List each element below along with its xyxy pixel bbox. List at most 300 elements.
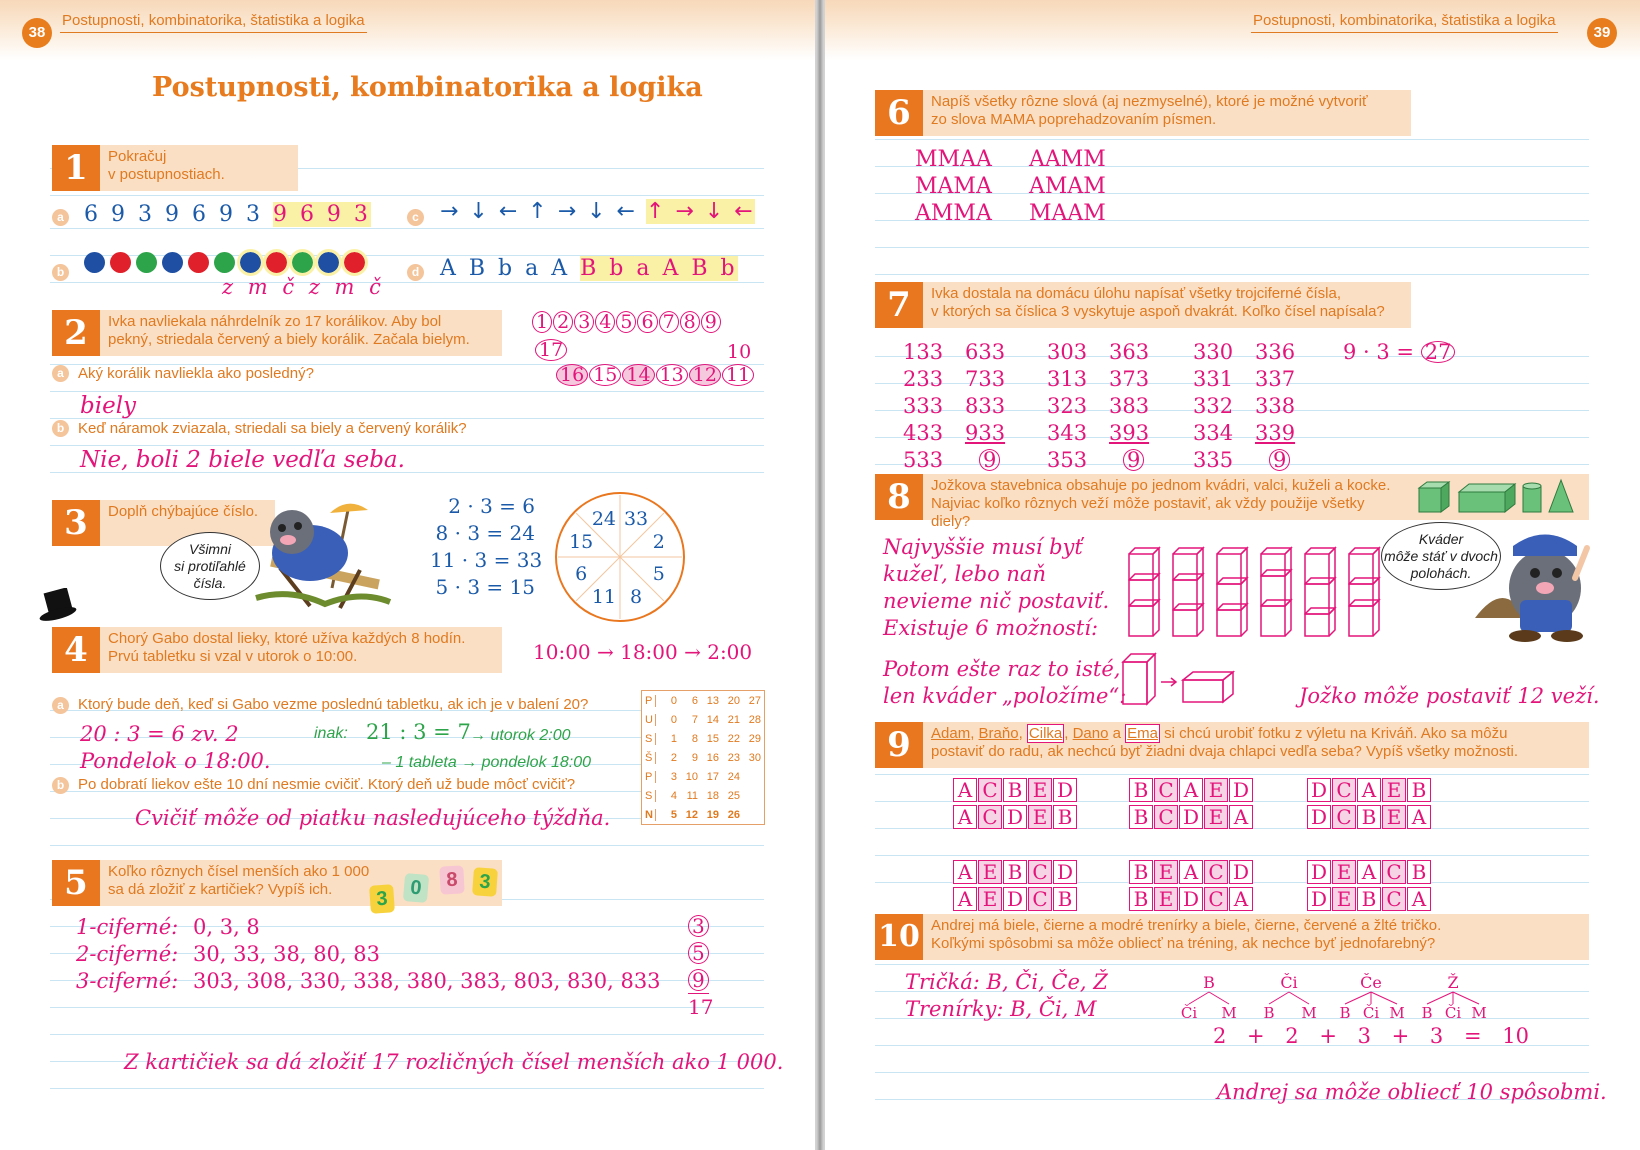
letter-tile: D — [1003, 887, 1027, 911]
word: MAAM — [1029, 201, 1106, 226]
color-bead — [188, 252, 209, 273]
calendar-cell: S — [642, 733, 656, 745]
bead-circle: 13 — [656, 364, 688, 386]
name: Adam — [931, 725, 971, 742]
calendar-cell: 20 — [727, 694, 740, 707]
task-line: Prvú tabletku si vzal v utorok o 10:00. — [108, 648, 358, 665]
arrow-answer: ↑ → ↓ ← — [646, 199, 755, 224]
task-number: 3 — [52, 500, 100, 546]
task-line: Doplň chýbajúce číslo. — [108, 503, 259, 520]
equation: 11 · 3 = 33 — [430, 548, 543, 572]
letter-tile: C — [1332, 805, 1356, 829]
letter-tile: D — [1307, 805, 1331, 829]
task-line: Jožkova stavebnica obsahuje po jednom kvádri, valci, kuželi a kocke. — [931, 477, 1391, 494]
calendar-cell: 26 — [727, 808, 740, 821]
calendar-cell: 23 — [727, 751, 740, 764]
letter-tile: B — [1357, 805, 1381, 829]
number-entry: 330 — [1193, 340, 1234, 364]
count-circle: 3 — [688, 914, 709, 938]
letter-tile: E — [1028, 805, 1052, 829]
calendar-cell: 16 — [706, 751, 719, 764]
letter-tile: A — [953, 860, 977, 884]
combination-trees — [1175, 972, 1505, 1022]
color-bead — [240, 252, 261, 273]
subtask-label: b — [52, 777, 69, 794]
row-values: 30, 33, 38, 80, 83 — [193, 942, 381, 966]
tower-sketch — [1129, 548, 1159, 636]
letter-tile: E — [1154, 860, 1178, 884]
number-entry: 393 — [1109, 421, 1150, 445]
calendar-cell: 24 — [727, 770, 740, 783]
calendar-cell: 21 — [727, 713, 740, 726]
letter-tile: A — [1407, 805, 1431, 829]
number-entry: 332 — [1193, 394, 1234, 418]
arrow-sequence: → ↓ ← ↑ → ↓ ← ↑ → ↓ ← — [440, 199, 755, 224]
bead-circle-row — [556, 364, 755, 386]
letter-tile: B — [1129, 805, 1153, 829]
subtask-label: a — [52, 365, 69, 382]
running-header: Postupnosti, kombinatorika, štatistika a logika — [1251, 12, 1558, 33]
bead-circle: 9 — [701, 311, 721, 333]
color-bead — [292, 252, 313, 273]
alt-equation: 21 : 3 = 7 — [366, 720, 471, 744]
calendar-cell: 18 — [706, 789, 719, 802]
number-entry: 339 — [1255, 421, 1296, 445]
subtask-label: a — [52, 209, 69, 226]
task-number: 1 — [52, 145, 100, 191]
subtask-label: b — [52, 264, 69, 281]
tower-sketch — [1305, 548, 1335, 636]
arrangement — [1129, 778, 1254, 802]
calc: 9 · 3 = 27 — [1343, 340, 1455, 364]
running-header: Postupnosti, kombinatorika, štatistika a logika — [60, 12, 367, 33]
answer: Tričká: B, Či, Če, Ž — [905, 970, 1108, 994]
tower-sketch — [1217, 548, 1247, 636]
calendar-cell: 14 — [706, 713, 719, 726]
count-sum: 17 — [688, 995, 714, 1019]
letter-tile: D — [1053, 860, 1077, 884]
calendar-cell: 1 — [670, 732, 677, 745]
task-number: 6 — [875, 90, 923, 136]
answer: Cvičiť môže od piatku nasledujúceho týždňa. — [135, 806, 611, 830]
number-entry: 383 — [1109, 394, 1150, 418]
number-entry: 335 — [1193, 448, 1234, 472]
number-entry: 433 — [903, 421, 944, 445]
letter-tile: D — [1003, 805, 1027, 829]
name: Braňo — [978, 725, 1019, 742]
arrangement — [1307, 805, 1432, 829]
wheel-number: 5 — [652, 563, 665, 586]
final-answer: Andrej sa môže obliecť 10 spôsobmi. — [1217, 1080, 1607, 1104]
svg-text:Či: Či — [1444, 1004, 1462, 1022]
task-number: 9 — [875, 722, 923, 768]
svg-text:Ž: Ž — [1447, 973, 1459, 992]
equation: 2 · 3 = 6 — [448, 494, 535, 518]
number-entry: 533 — [903, 448, 944, 472]
number-entry: 233 — [903, 367, 944, 391]
speech-bubble — [160, 532, 260, 600]
answer: Nie, boli 2 biele vedľa seba. — [80, 447, 405, 473]
letter-tile: E — [1332, 860, 1356, 884]
letter-tile: B — [1357, 887, 1381, 911]
subtask-question: Ktorý bude deň, keď si Gabo vezme poslednú tabletku, ak ich je v balení 20? — [78, 696, 589, 713]
task-number: 4 — [52, 627, 100, 673]
digit-card: 0 — [403, 873, 429, 903]
bubble-line: čísla. — [193, 575, 227, 591]
letter-tile: A — [1357, 860, 1381, 884]
letter-tile: E — [978, 860, 1002, 884]
multiplication-list — [430, 493, 543, 601]
wheel-number: 8 — [630, 585, 643, 608]
calendar-cell: 0 — [670, 713, 677, 726]
task-line: Ivka dostala na domácu úlohu napísať všetky trojciferné čísla, — [931, 285, 1342, 302]
task-line: Andrej má biele, čierne a modré trenírky a biele, čierne, červené a žlté tričko. — [931, 917, 1442, 934]
answer-line: kužeľ, lebo naň — [883, 562, 1046, 586]
task-text — [923, 914, 1589, 960]
letter-tile: D — [1307, 778, 1331, 802]
count-circle: 5 — [688, 941, 709, 965]
svg-text:B: B — [1263, 1004, 1275, 1022]
svg-text:Či: Či — [1280, 973, 1298, 992]
calendar-row — [642, 710, 764, 729]
calendar-cell: N — [642, 809, 656, 821]
calendar-cell: 2 — [670, 751, 677, 764]
answer: biely — [80, 393, 137, 419]
letter-tile: C — [1028, 860, 1052, 884]
combination-tree — [1181, 973, 1237, 1022]
letter-tile: C — [1154, 805, 1178, 829]
calendar-cell: U — [642, 714, 656, 726]
color-bead — [266, 252, 287, 273]
letter-tile: A — [1407, 887, 1431, 911]
row-label: 1-ciferné: — [76, 915, 179, 939]
mole-pointing-illustration — [1465, 518, 1615, 643]
solid-shapes-icon — [1415, 478, 1585, 516]
number-entry: 333 — [903, 394, 944, 418]
word: AMAM — [1029, 174, 1106, 199]
number-entry: 9 — [1123, 448, 1144, 472]
bead-circle: 14 — [622, 364, 654, 386]
wheel-number: 6 — [575, 563, 588, 586]
svg-text:Če: Če — [1360, 973, 1382, 992]
wheel-number: 33 — [623, 508, 649, 531]
calendar-cell: 5 — [670, 808, 677, 821]
bead-circle: 11 — [722, 364, 754, 386]
color-bead — [214, 252, 235, 273]
subtask-label: a — [52, 697, 69, 714]
row-label: 2-ciferné: — [76, 942, 179, 966]
answer-line: Existuje 6 možností: — [883, 616, 1099, 640]
task-number: 2 — [52, 310, 100, 356]
row-label: 3-ciferné: — [76, 969, 179, 993]
tower-sketch — [1261, 548, 1291, 636]
calendar-cell: P — [642, 695, 656, 707]
letter-tile: E — [1154, 887, 1178, 911]
page-number: 38 — [22, 18, 52, 48]
letter-tile: E — [1332, 887, 1356, 911]
color-bead — [344, 252, 365, 273]
bead-answer-letters: z m č z m č — [222, 275, 385, 299]
letter-tile: C — [1382, 887, 1406, 911]
bead-circle: 7 — [659, 311, 679, 333]
answer-block — [883, 656, 1126, 710]
number-entry: 337 — [1255, 367, 1296, 391]
arrangement — [953, 860, 1078, 884]
subtask-label: c — [407, 209, 424, 226]
word-column — [915, 146, 992, 227]
calendar-row — [642, 805, 764, 824]
task-line: postaviť do radu, ak nechcú byť žiadni dvaja chlapci vedľa seba? Vypíš všetky možnosti. — [931, 743, 1519, 760]
letter-tile: C — [1028, 887, 1052, 911]
alt-label: inak: — [314, 725, 348, 742]
sequence-answer: 9 6 9 3 — [272, 202, 371, 227]
number-entry: 9 — [1269, 448, 1290, 472]
answer: 20 : 3 = 6 zv. 2 — [80, 722, 239, 746]
bead-circle: 3 — [574, 311, 594, 333]
word-column — [1029, 146, 1106, 227]
combination-tree — [1421, 972, 1486, 1022]
letter-tile: B — [1129, 887, 1153, 911]
calendar-cell: Š — [642, 752, 656, 764]
letter-tile: D — [1307, 887, 1331, 911]
page-number: 39 — [1587, 18, 1617, 48]
task-number: 8 — [875, 474, 923, 520]
letter-tile: A — [1179, 778, 1203, 802]
calendar-cell: 29 — [748, 732, 761, 745]
number-entry: 313 — [1047, 367, 1088, 391]
task-number: 7 — [875, 282, 923, 328]
calendar-cell: 19 — [706, 808, 719, 821]
tower-sketch — [1173, 548, 1203, 636]
bead-circle: 6 — [637, 311, 657, 333]
number-wheel — [553, 490, 688, 625]
task-line: Chorý Gabo dostal lieky, ktoré užíva každých 8 hodín. — [108, 630, 466, 647]
color-bead — [318, 252, 339, 273]
bead-circle: 12 — [689, 364, 721, 386]
task-text — [923, 474, 1411, 530]
arrangement — [1129, 887, 1254, 911]
letter-tile: C — [1204, 887, 1228, 911]
letter-tile: D — [1307, 860, 1331, 884]
calendar-table — [641, 690, 765, 825]
calendar-cell: S — [642, 790, 656, 802]
equation: 8 · 3 = 24 — [435, 521, 535, 545]
arrangement — [953, 805, 1078, 829]
calendar-cell: 6 — [691, 694, 698, 707]
subtask-question: Po dobratí liekov ešte 10 dní nesmie cvičiť. Ktorý deň už bude môcť cvičiť? — [78, 776, 576, 793]
bead-circle: 1 — [532, 311, 552, 333]
calendar-cell: 13 — [706, 694, 719, 707]
calendar-row — [642, 748, 764, 767]
bubble-line: Všimni — [188, 541, 231, 557]
letter-tile: B — [1053, 887, 1077, 911]
number-entry: 833 — [965, 394, 1006, 418]
word: AAMM — [1029, 147, 1106, 172]
task-line: sa dá zložiť z kartičiek? Vypíš ich. — [108, 881, 333, 898]
calendar-row — [642, 786, 764, 805]
digit-card: 3 — [369, 884, 395, 914]
task-line: Koľkými spôsobmi sa môže obliecť na tréning, ak nechce byť jednofarebný? — [931, 935, 1436, 952]
task-line: Koľko rôznych čísel menších ako 1 000 — [108, 863, 370, 880]
number-entry: 338 — [1255, 394, 1296, 418]
alt-result: – 1 tableta → pondelok 18:00 — [382, 754, 592, 771]
number-entry: 633 — [965, 340, 1006, 364]
letter-tile: B — [1129, 778, 1153, 802]
top-hat-icon — [38, 588, 82, 624]
answer-block — [883, 534, 1109, 642]
letter-sequence: A B b a A B b a A B b — [440, 256, 738, 281]
word: AMMA — [915, 201, 992, 226]
number-entry: 353 — [1047, 448, 1088, 472]
letter-tile: A — [1179, 860, 1203, 884]
tower-sketch — [1349, 548, 1379, 636]
arrangement — [953, 778, 1078, 802]
calendar-row — [642, 729, 764, 748]
number-entry: 363 — [1109, 340, 1150, 364]
svg-text:Či: Či — [1180, 1004, 1198, 1022]
letter-tile: B — [1407, 778, 1431, 802]
calendar-cell: 4 — [670, 789, 677, 802]
mole-deckchair-illustration — [250, 498, 400, 613]
task-line: Najviac koľko rôznych veží môže postaviť, ak vždy použije všetky diely? — [931, 495, 1365, 530]
arrangement — [1129, 860, 1254, 884]
tower-sketches — [1125, 538, 1395, 638]
task-text — [923, 722, 1589, 768]
letter-tile: E — [1382, 805, 1406, 829]
bead-circle: 2 — [553, 311, 573, 333]
svg-text:Či: Či — [1362, 1004, 1380, 1022]
number-entry: 733 — [965, 367, 1006, 391]
final-answer: Z kartičiek sa dá zložiť 17 rozličných čísel menších ako 1 000. — [124, 1050, 784, 1074]
row-values: 303, 308, 330, 338, 380, 383, 803, 830, 833 — [193, 969, 661, 993]
right-page — [825, 0, 1640, 1150]
wheel-number: 2 — [652, 530, 665, 553]
task-line: v postupnostiach. — [108, 166, 225, 183]
calendar-cell: 8 — [691, 732, 698, 745]
answer-line: Potom ešte raz to isté, — [883, 657, 1121, 681]
number-entry: 373 — [1109, 367, 1150, 391]
letter-tile: D — [1053, 778, 1077, 802]
svg-text:B: B — [1339, 1004, 1351, 1022]
calendar-cell: 27 — [748, 694, 761, 707]
task-line: Pokračuj — [108, 148, 167, 165]
subtask-question: Aký korálik navliekla ako posledný? — [78, 365, 314, 382]
calendar-cell: P — [642, 771, 656, 783]
answer: Trenírky: B, Či, M — [905, 997, 1097, 1021]
svg-text:B: B — [1203, 973, 1215, 992]
wheel-number: 15 — [569, 530, 594, 553]
letter-tile: D — [1229, 860, 1253, 884]
svg-text:M: M — [1301, 1004, 1317, 1022]
page-title: Postupnosti, kombinatorika a logika — [152, 72, 703, 103]
number-entry: 343 — [1047, 421, 1088, 445]
letter-tile: C — [1382, 860, 1406, 884]
task-line: Ivka navliekala náhrdelník zo 17 korálikov. Aby bol — [108, 313, 442, 330]
letter-tile: C — [1332, 778, 1356, 802]
task-text — [100, 627, 502, 673]
calendar-cell: 12 — [685, 808, 698, 821]
number-entry: 331 — [1193, 367, 1234, 391]
calendar-cell: 28 — [748, 713, 761, 726]
final-answer: Jožko môže postaviť 12 veží. — [1299, 684, 1600, 708]
bubble-line: si protiľahlé — [174, 558, 246, 574]
calendar-cell: 17 — [706, 770, 719, 783]
color-bead — [84, 252, 105, 273]
digit-card: 3 — [472, 867, 498, 897]
combination-tree — [1263, 972, 1316, 1022]
subtask-label: d — [407, 264, 424, 281]
svg-text:M: M — [1221, 1004, 1237, 1022]
letter-tile: E — [1204, 778, 1228, 802]
bead-number-10: 10 — [727, 341, 752, 363]
bead-circle-17: 17 — [535, 339, 567, 361]
calendar-cell: 22 — [727, 732, 740, 745]
left-page — [0, 0, 815, 1150]
calendar-cell: 10 — [685, 770, 698, 783]
wheel-number: 24 — [591, 508, 617, 531]
color-bead — [110, 252, 131, 273]
number-entry: 323 — [1047, 394, 1088, 418]
wheel-number: 11 — [591, 585, 617, 608]
bubble-line: môže stáť v dvoch — [1384, 548, 1498, 564]
subtask-question: Keď náramok zviazala, striedali sa biely a červený korálik? — [78, 420, 467, 437]
color-bead — [162, 252, 183, 273]
bead-circle: 15 — [589, 364, 621, 386]
calendar-cell: 25 — [727, 789, 740, 802]
bead-circle: 5 — [616, 311, 636, 333]
equation: 5 · 3 = 15 — [435, 575, 535, 599]
letter-tile: A — [1229, 805, 1253, 829]
answer-line: nevieme nič postaviť. — [883, 589, 1110, 613]
letter-tile: A — [953, 805, 977, 829]
letter-tile: D — [1179, 805, 1203, 829]
letter-tile: E — [978, 887, 1002, 911]
calendar-row — [642, 691, 764, 710]
bubble-line: polohách. — [1410, 565, 1472, 581]
task-text — [100, 310, 502, 356]
task-line: zo slova MAMA poprehadzovaním písmen. — [931, 111, 1217, 128]
answer: Pondelok o 18:00. — [80, 749, 271, 773]
calendar-cell: 9 — [691, 751, 698, 764]
letter-tile: C — [1154, 778, 1178, 802]
arrangement — [1129, 805, 1254, 829]
bead-circle-row — [532, 311, 722, 333]
number-entry: 133 — [903, 340, 944, 364]
letter-tile: B — [1003, 860, 1027, 884]
letter-tile: A — [1357, 778, 1381, 802]
task-text — [923, 282, 1411, 328]
bubble-line: Kváder — [1418, 531, 1464, 547]
name: Ema — [1127, 725, 1158, 742]
combination-tree — [1339, 972, 1404, 1022]
bead-circle: 16 — [556, 364, 588, 386]
count-circle: 9 — [688, 968, 709, 994]
row-values: 0, 3, 8 — [193, 915, 260, 939]
calendar-cell: 30 — [748, 751, 761, 764]
subtask-label: b — [52, 420, 69, 437]
number-entry: 9 — [979, 448, 1000, 472]
svg-text:B: B — [1421, 1004, 1433, 1022]
sum-equation: 2 + 2 + 3 + 3 = 10 — [1213, 1024, 1529, 1048]
letter-tile: E — [1028, 778, 1052, 802]
answer-line: Najvyššie musí byť — [883, 535, 1083, 559]
svg-text:M: M — [1389, 1004, 1405, 1022]
arrangement — [1307, 887, 1432, 911]
task-number: 10 — [875, 914, 923, 960]
calendar-cell: 15 — [706, 732, 719, 745]
letter-tile: A — [953, 778, 977, 802]
task-line: Adam, Braňo, Cilka , Dano a Ema si chcú urobiť fotku z výletu na Kriváň. Ako sa môžu — [931, 725, 1508, 742]
